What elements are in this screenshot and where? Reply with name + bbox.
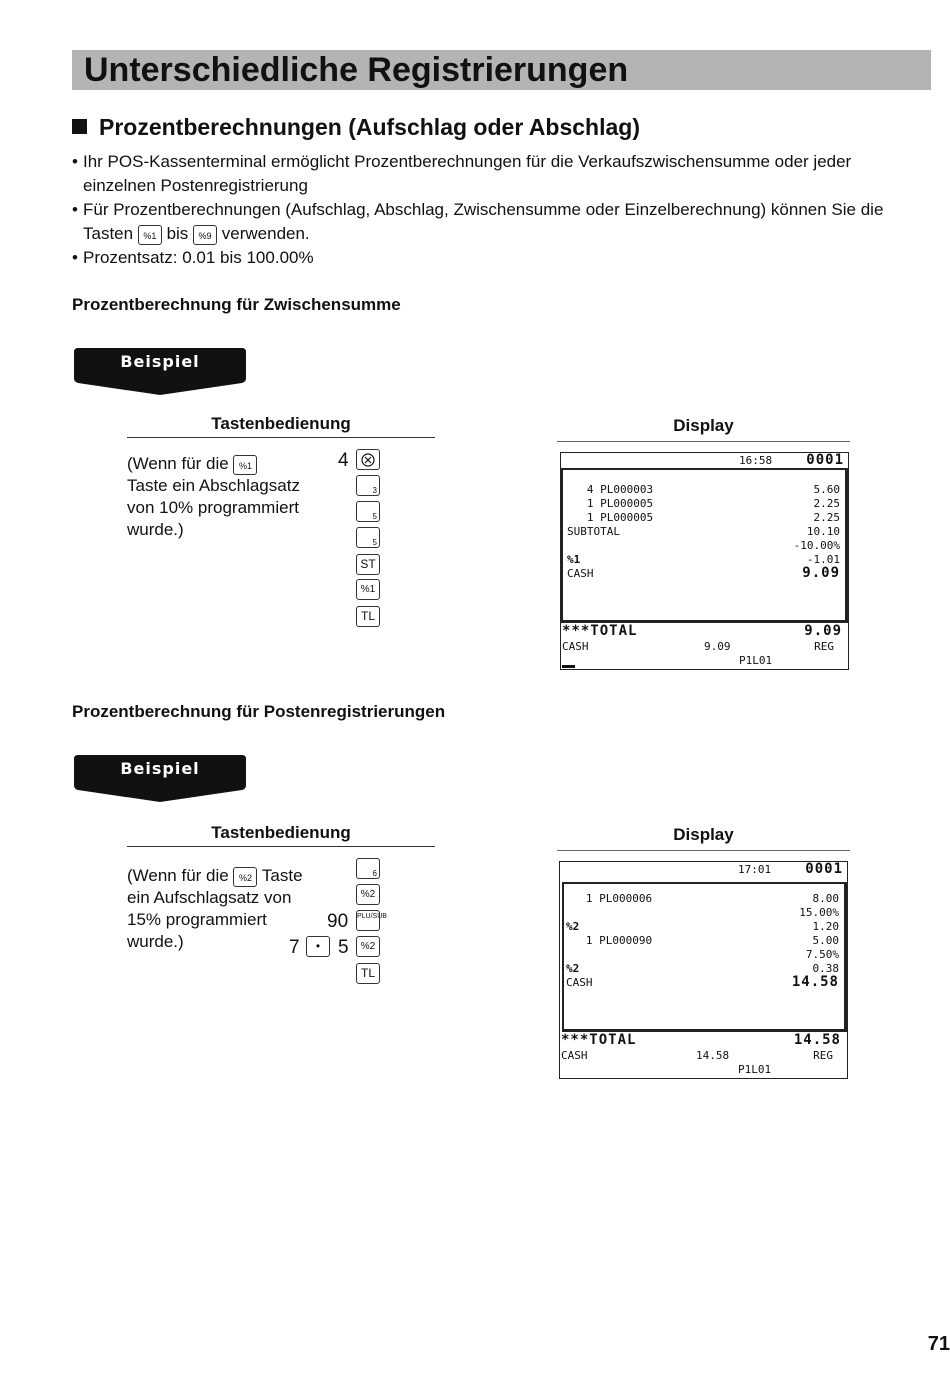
note-2-line-1-post: Taste (261, 866, 303, 885)
keys-header-rule-1 (127, 437, 435, 438)
note-2-line-1-pre: (Wenn für die (127, 866, 229, 885)
bullet-1-line-1: Ihr POS-Kassenterminal ermöglicht Prozentberechnungen für die Verkaufszwischensumme oder jeder (83, 152, 852, 171)
screen-line-right: 10.10 (806, 525, 840, 538)
page-number: 71 (927, 1333, 950, 1355)
display-header-2: Display (673, 825, 734, 844)
display-header-rule-1 (557, 441, 850, 442)
screen-total-value: 14.58 (793, 1032, 841, 1048)
keys-header-1: Tastenbedienung (211, 414, 351, 433)
note-1-line-1: (Wenn für die (127, 454, 229, 473)
bullet-1-line-2: einzelnen Postenregistrierung (83, 176, 308, 195)
bullet-dot: • (72, 200, 78, 219)
bullet-3 (72, 246, 942, 270)
note-1-line-4: wurde.) (127, 520, 184, 539)
number-7: 7 (289, 937, 300, 958)
example-1-badge (74, 348, 246, 396)
section-heading (72, 114, 640, 141)
screen-id: 0001 (806, 452, 844, 468)
bullet-dot: • (72, 152, 78, 171)
screen-line-left: %2 (566, 920, 580, 933)
screen-foot-right: REG (813, 1049, 833, 1062)
bullet-1 (72, 150, 942, 198)
screen-line-right: 5.00 (812, 934, 839, 947)
plu-sub-key: PLU/SUB (356, 910, 380, 931)
screen-foot-code: P1L01 (739, 654, 773, 667)
screen-time: 16:58 (739, 454, 773, 467)
screen-foot-code: P1L01 (738, 1063, 772, 1076)
screen-line-right: 15.00% (799, 906, 839, 919)
bullet-2-line-1: Für Prozentberechnungen (Aufschlag, Abschlag, Zwischensumme oder Einzelberechnung) können Sie die (83, 200, 884, 219)
bullet-3-text: Prozentsatz: 0.01 bis 100.00% (83, 248, 314, 267)
page-title: Unterschiedliche Registrierungen (84, 51, 629, 89)
screen-total-label: ***TOTAL (561, 1032, 637, 1048)
screen-line-right: 5.60 (813, 483, 840, 496)
display-header-1: Display (673, 416, 734, 435)
display-screen-2 (559, 861, 848, 1079)
percent-1-key: %1 (356, 579, 380, 600)
screen-line-right: 7.50% (805, 948, 839, 961)
total-key: TL (356, 963, 380, 984)
screen-line-left: SUBTOTAL (567, 525, 620, 538)
screen-line-right: 14.58 (791, 974, 839, 990)
screen-line-right: -10.00% (793, 539, 840, 552)
screen-foot-left: CASH (562, 640, 589, 653)
digit-5-key: 5 (356, 527, 380, 548)
display-screen-1 (560, 452, 849, 670)
badge-label: Beispiel (120, 352, 200, 371)
subtotal-key: ST (356, 554, 380, 575)
example-2-badge (74, 755, 246, 803)
keys-header-2: Tastenbedienung (211, 823, 351, 842)
screen-foot-mid: 14.58 (696, 1049, 730, 1062)
screen-line-left: 4 PL000003 (567, 483, 654, 496)
note-1-line-3: von 10% programmiert (127, 498, 299, 517)
bullet-2-mid: bis (166, 224, 189, 243)
bullet-2-line-2 (83, 222, 310, 246)
title-bar (72, 50, 931, 90)
percent-1-key-icon: %1 (138, 225, 162, 245)
screen-total-label: ***TOTAL (562, 623, 638, 639)
note-2-line-4: wurde.) (127, 932, 184, 951)
keys-header-rule-2 (127, 846, 435, 847)
qty-number: 4 (338, 450, 349, 471)
screen-line-right: 2.25 (813, 497, 840, 510)
screen-line-left: CASH (566, 976, 593, 989)
number-90: 90 (327, 911, 349, 932)
square-bullet-icon (72, 119, 87, 134)
multiply-key-icon (356, 449, 380, 470)
total-key: TL (356, 606, 380, 627)
example-1-note (127, 453, 300, 541)
example-2-note (127, 865, 303, 953)
percent-2-key: %2 (356, 936, 380, 957)
bullet-2 (72, 198, 942, 246)
screen-total-value: 9.09 (804, 623, 842, 639)
note-2-line-2: ein Aufschlagsatz von (127, 888, 292, 907)
screen-foot-right: REG (814, 640, 834, 653)
screen-line-left: 1 PL000090 (566, 934, 653, 947)
screen-line-right: 9.09 (802, 565, 840, 581)
screen-line-left: CASH (567, 567, 594, 580)
screen-line-left: 1 PL000006 (566, 892, 653, 905)
screen-line-left: %2 (566, 962, 580, 975)
percent-1-key-icon: %1 (233, 455, 257, 475)
digit-6-key: 6 (356, 858, 380, 879)
digit-3-key: 3 (356, 475, 380, 496)
screen-line-right: 0.38 (812, 962, 839, 975)
percent-9-key-icon: %9 (193, 225, 217, 245)
badge-label: Beispiel (120, 759, 200, 778)
example-1-subheading: Prozentberechnung für Zwischensumme (72, 295, 401, 314)
screen-foot-mid: 9.09 (704, 640, 731, 653)
screen-line-left: %1 (567, 553, 581, 566)
decimal-point-key: • (306, 936, 330, 957)
section-heading-text: Prozentberechnungen (Aufschlag oder Abschlag) (99, 114, 640, 140)
digit-5-key: 5 (356, 501, 380, 522)
screen-id: 0001 (805, 861, 843, 877)
screen-time: 17:01 (738, 863, 772, 876)
screen-foot-left: CASH (561, 1049, 588, 1062)
bullet-2-post: verwenden. (221, 224, 310, 243)
screen-line-right: 8.00 (812, 892, 839, 905)
note-2-line-3: 15% programmiert (127, 910, 267, 929)
percent-2-key-icon: %2 (233, 867, 257, 887)
screen-line-right: -1.01 (806, 553, 840, 566)
number-5: 5 (338, 937, 349, 958)
bullet-2-pre: Tasten (83, 224, 134, 243)
percent-2-key: %2 (356, 884, 380, 905)
screen-line-left: 1 PL000005 (567, 497, 654, 510)
note-1-line-2: Taste ein Abschlagsatz (127, 476, 300, 495)
screen-line-right: 2.25 (813, 511, 840, 524)
display-header-rule-2 (557, 850, 850, 851)
example-2-subheading: Prozentberechnung für Postenregistrierungen (72, 702, 446, 721)
screen-line-right: 1.20 (812, 920, 839, 933)
bullet-dot: • (72, 248, 78, 267)
screen-line-left: 1 PL000005 (567, 511, 654, 524)
screen-cursor (562, 665, 575, 668)
